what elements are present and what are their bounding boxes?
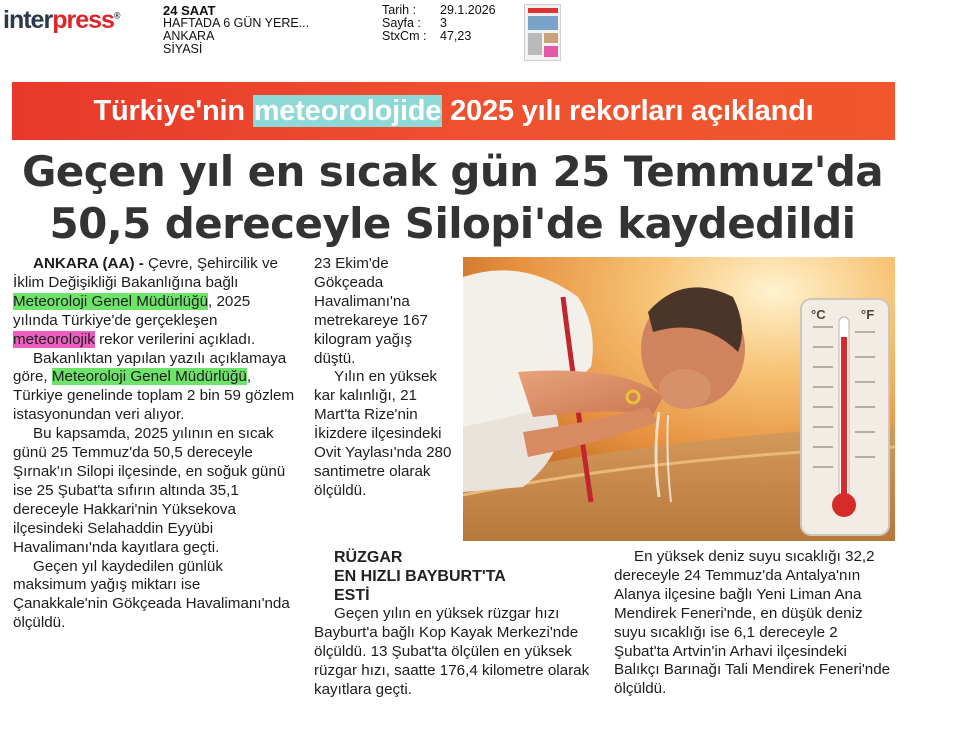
photo-illustration (463, 257, 895, 541)
paragraph-6: Yılın en yüksek kar kalınlığı, 21 Mart'ta Rize'nin İkizdere ilçesindeki Ovit Yaylası'nda 280 santimetre olarak ölçüldü. (314, 368, 452, 499)
p1-text-b: , 2025 yılında Türkiye'de gerçekleşen (13, 292, 251, 329)
meta-size-label: StxCm : (382, 29, 427, 43)
logo-registered-mark: ® (113, 10, 120, 21)
headline-line2: 50,5 dereceyle Silopi'de kaydedildi (49, 199, 856, 248)
meta-page-value: 3 (440, 16, 447, 30)
thermometer-f-label: °F (861, 307, 875, 322)
highlight-meteoroloji-2: Meteoroloji Genel Müdürlüğü (51, 368, 247, 386)
banner-pre: Türkiye'nin (93, 94, 253, 127)
publication-name: 24 SAAT (163, 3, 216, 18)
article-column-1 (13, 255, 295, 633)
thermometer-c-label: °C (811, 307, 826, 322)
meta-date-value: 29.1.2026 (440, 3, 496, 17)
article-column-2-top (314, 255, 454, 501)
subheading-line2: EN HIZLI BAYBURT'TA (334, 568, 506, 585)
paragraph-2 (13, 350, 295, 426)
meta-size-row (382, 30, 496, 43)
source-info (163, 4, 309, 56)
paragraph-5: 23 Ekim'de Gökçeada Havalimanı'na metrekareye 167 kilogram yağış düştü. (314, 255, 428, 367)
p1-text-a: Çevre, Şehircilik ve İklim Değişikliği Bakanlığına bağlı (13, 255, 278, 291)
page-thumbnail[interactable] (524, 4, 561, 61)
article-column-2-bottom (314, 548, 596, 700)
meta-page-label: Sayfa : (382, 16, 421, 30)
subheading-wind (314, 548, 596, 605)
paragraph-3: Bu kapsamda, 2025 yılının en sıcak günü 25 Temmuz'da 50,5 dereceyle Şırnak'ın Silopi ilçesinde, en soğuk günü ise 25 Şubat'ta sıfırın altında 35,1 dereceyle Hakkari'nin Yüksekova ilçesindeki Selahaddin Eyyübi Havalimanı'nda kayıtlara geçti. (13, 425, 286, 556)
paragraph-8: En yüksek deniz suyu sıcaklığı 32,2 dereceyle 24 Temmuz'da Antalya'nın Alanya ilçesine bağlı Yeni Liman Ana Mendirek Feneri'nde, en düşük deniz suyu sıcaklığı ise 6,1 dereceyle 2 Şubat'ta Artvin'in Arhavi ilçesindeki Balıkçı Barınağı Tali Mendirek Feneri'nde ölçüldü. (614, 548, 891, 698)
highlight-meteoroloji-1: Meteoroloji Genel Müdürlüğü (13, 292, 209, 310)
logo-part1: inter (3, 6, 53, 34)
topic-banner (12, 82, 895, 140)
article-column-3 (614, 548, 896, 699)
publication-city: ANKARA (163, 29, 215, 43)
p1-text-c: rekor verilerini açıkladı. (94, 330, 256, 348)
publication-section: SİYASİ (163, 42, 203, 56)
subheading-line1: RÜZGAR (334, 549, 403, 566)
logo-part2: press (52, 6, 114, 34)
meta-size-value: 47,23 (440, 29, 472, 43)
clipping-meta (382, 4, 496, 43)
meta-date-label: Tarih : (382, 3, 417, 17)
banner-highlight: meteorolojide (253, 94, 442, 127)
banner-title (94, 95, 814, 128)
p2-text-b: , Türkiye genelinde toplam 2 bin 59 gözlem istasyonundan veri alıyor. (13, 368, 295, 424)
dateline: ANKARA (AA) - (33, 255, 144, 272)
paragraph-4: Geçen yıl kaydedilen günlük maksimum yağış miktarı ise Çanakkale'nin Gökçeada Havalimanı'nda ölçüldü. (13, 557, 290, 632)
paragraph-1 (13, 255, 295, 350)
interpress-logo (3, 6, 120, 35)
heatwave-photo (463, 257, 895, 541)
highlight-meteorolojik: meteorolojik (13, 330, 95, 348)
p2-text-a: Bakanlıktan yapılan yazılı açıklamaya göre, (13, 349, 287, 386)
banner-post: 2025 yılı rekorları açıklandı (442, 94, 814, 127)
main-headline (0, 146, 905, 250)
publication-frequency: HAFTADA 6 GÜN YERE... (163, 16, 310, 30)
headline-line1: Geçen yıl en sıcak gün 25 Temmuz'da (21, 147, 884, 196)
paragraph-7: Geçen yılın en yüksek rüzgar hızı Bayburt'a bağlı Kop Kayak Merkezi'nde ölçüldü. 13 Şubat'ta ölçülen en yüksek rüzgar hızı, saatte 176,4 kilometre olarak kayıtlara geçti. (314, 605, 590, 698)
subheading-line3: ESTİ (334, 587, 370, 604)
